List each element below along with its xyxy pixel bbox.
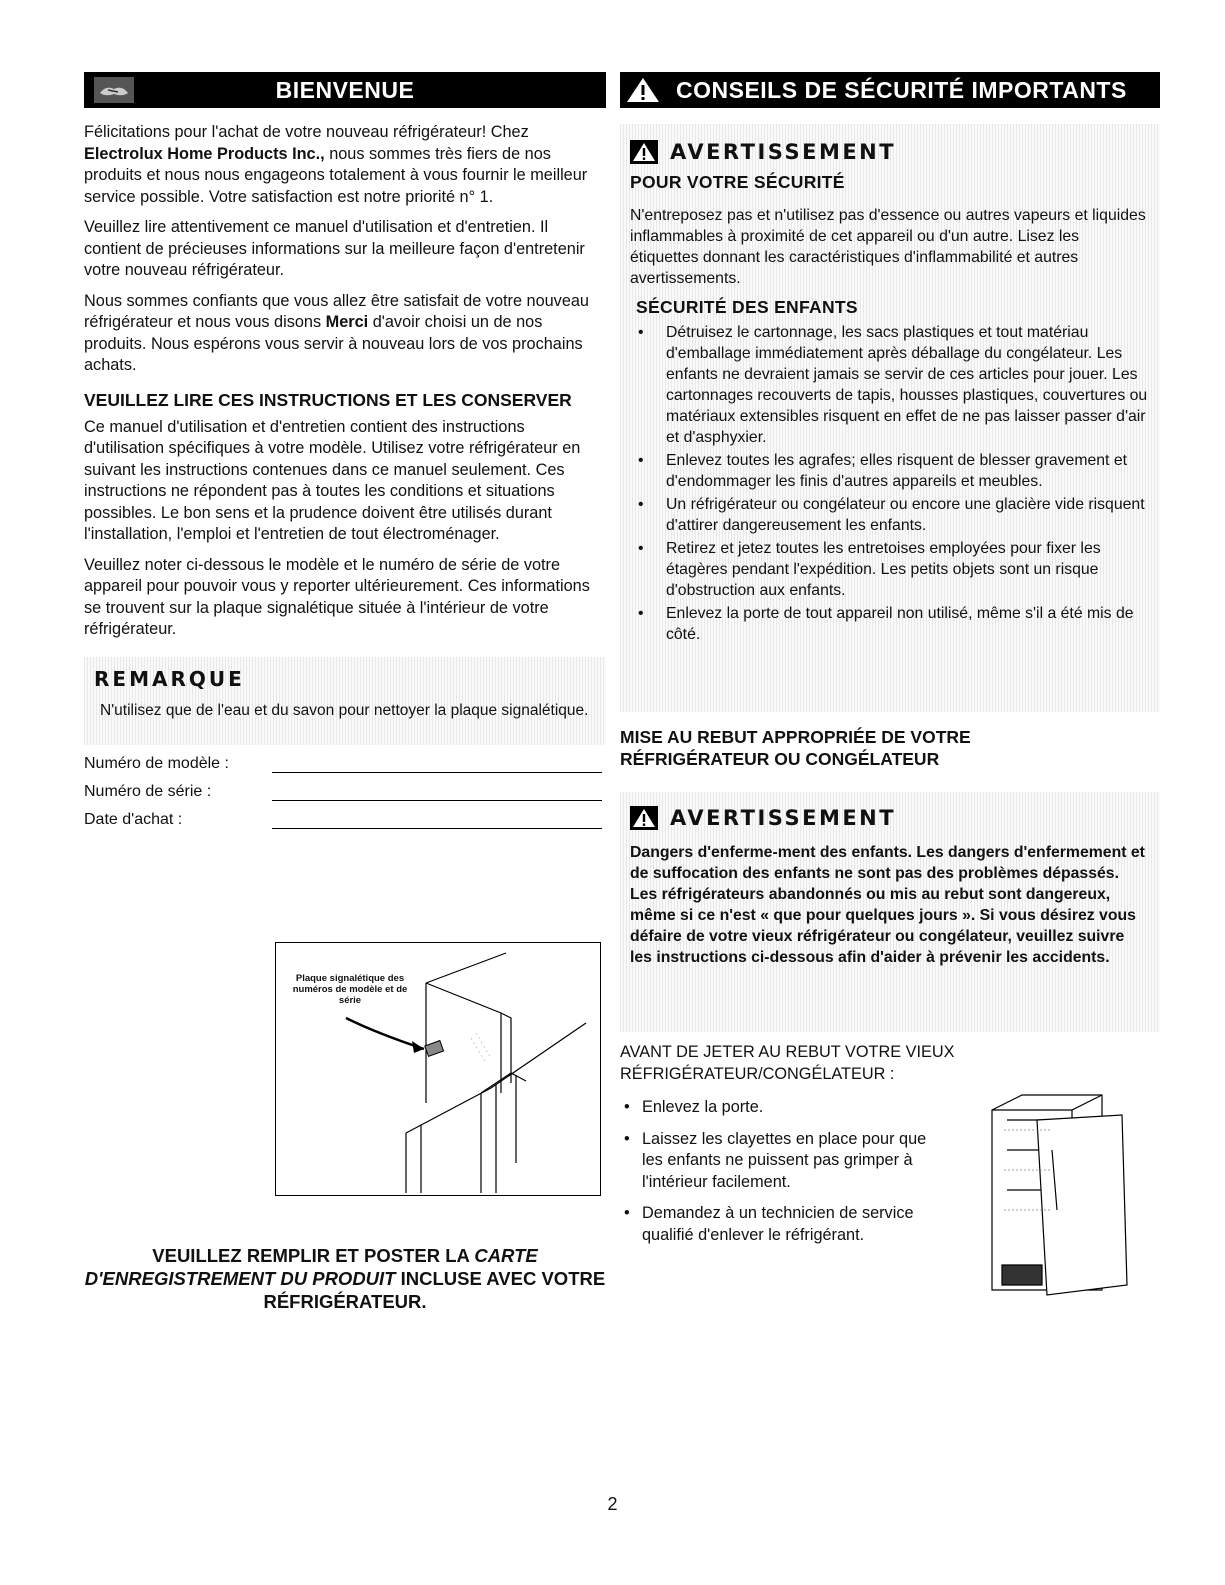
model-number-field: Numéro de modèle : [84, 751, 606, 773]
purchase-date-line [272, 814, 602, 829]
warning-heading-2: AVERTISSEMENT [630, 806, 1148, 830]
welcome-banner [84, 72, 606, 108]
child-safety-list [630, 322, 1148, 645]
instructions-para-2: Veuillez noter ci-dessous le modèle et le numéro de série de votre appareil pour pouvoir vous y reporter ultérieurement. Ces informations se trouvent sur la plaque signalétique située à l'intérieur de votre réfrigérateur. [84, 555, 590, 638]
disposal-heading: MISE AU REBUT APPROPRIÉE DE VOTRE RÉFRIGÉRATEUR OU CONGÉLATEUR [620, 727, 971, 769]
serial-plate-figure [275, 942, 601, 1196]
disposal-steps [620, 1097, 950, 1246]
left-column [84, 72, 606, 1312]
purchase-date-field: Date d'achat : [84, 807, 606, 829]
warning-heading-1: AVERTISSEMENT [630, 140, 1148, 164]
instructions-para-1: Ce manuel d'utilisation et d'entretien contient des instructions d'utilisation spécifiques à votre modèle. Utilisez votre réfrigérateur en suivant les instructions contenues dans ce manuel seulement. Ces instructions ne répondent pas à toutes les conditions et situations possibles. Le bon sens et la prudence doivent être utilisés durant l'installation, l'emploi et l'entretien de tout électroménager. [84, 417, 581, 543]
entrapment-warning: Dangers d'enferme-ment des enfants. Les dangers d'enfermement et de suffocation des enfants ne sont pas des problèmes dépassés. Les réfrigérateurs abandonnés ou mis au rebut sont dangereux, même si ce n'est « que pour quelques jours ». Si vous désirez vous défaire de votre vieux réfrigérateur ou congélateur, veuillez suivre les instructions ci-dessous afin d'aider à prévenir les accidents. [630, 844, 1145, 966]
record-fields [84, 751, 606, 829]
safety-title: CONSEILS DE SÉCURITÉ IMPORTANTS [676, 76, 1127, 103]
list-item: • Enlevez la porte de tout appareil non utilisé, même s'il a été mis de côté. [630, 603, 1148, 645]
welcome-title: BIENVENUE [275, 76, 415, 103]
warning-triangle-icon [626, 76, 660, 104]
list-item: • Détruisez le cartonnage, les sacs plastiques et tout matériau d'emballage immédiatement après déballage du congélateur. Les enfants ne devraient jamais se servir de ces articles pour jouer. Les cartonnages recouverts de tapis, housses plastiques, couvertures ou matériaux extensibles risquent en effet de ne pas laisser passer d'air et d'asphyxier. [630, 322, 1148, 448]
registration-reminder: VEUILLEZ REMPLIR ET POSTER LA CARTE D'ENREGISTREMENT DU PRODUIT INCLUSE AVEC VOTRE RÉFRIGÉRATEUR. [84, 1245, 606, 1312]
list-item: • Enlevez toutes les agrafes; elles risquent de blesser gravement et d'endommager les finis d'autres appareils et meubles. [630, 450, 1148, 492]
serial-number-line [272, 786, 602, 801]
before-disposal-text: AVANT DE JETER AU REBUT VOTRE VIEUX RÉFRIGÉRATEUR/CONGÉLATEUR : [620, 1043, 955, 1083]
welcome-para-2: Veuillez lire attentivement ce manuel d'utilisation et d'entretien. Il contient de précieuses informations sur la meilleure façon d'entretenir votre nouveau réfrigérateur. [84, 218, 585, 279]
list-item: • Demandez à un technicien de service qualifié d'enlever le réfrigérant. [620, 1203, 950, 1246]
welcome-para-3: Nous sommes confiants que vous allez être satisfait de votre nouveau réfrigérateur et nous vous disons Merci d'avoir choisi un de nos produits. Nous espérons vous servir à nouveau lors de vos prochains achats. [84, 291, 589, 374]
flammable-warning: N'entreposez pas et n'utilisez pas d'essence ou autres vapeurs et liquides inflammables à proximité de cet appareil ou d'un autre. Lisez les étiquettes donnant les caractéristiques d'inflammabilité et autres avertissements. [630, 207, 1146, 287]
refrigerator-door-removed-illustration [982, 1090, 1132, 1300]
warning-icon [630, 140, 658, 164]
page-number: 2 [607, 1494, 618, 1514]
warning-box-2 [620, 792, 1160, 1032]
welcome-para-1: Félicitations pour l'achat de votre nouveau réfrigérateur! Chez Electrolux Home Products Inc., nous sommes très fiers de nos produits et nous nous engageons totalement à vous fournir le meilleur service possible. Votre satisfaction est notre priorité n° 1. [84, 123, 588, 206]
list-item: • Enlevez la porte. [620, 1097, 950, 1119]
list-item: • Un réfrigérateur ou congélateur ou encore une glacière vide risquent d'attirer dangereusement les enfants. [630, 494, 1148, 536]
serial-number-field: Numéro de série : [84, 779, 606, 801]
remark-box [84, 657, 606, 745]
warning-box-1 [620, 124, 1160, 712]
remark-title: REMARQUE [94, 666, 245, 691]
right-column [620, 72, 1160, 1256]
instructions-heading: VEUILLEZ LIRE CES INSTRUCTIONS ET LES CONSERVER [84, 389, 572, 410]
safety-banner [620, 72, 1160, 108]
list-item: • Laissez les clayettes en place pour que les enfants ne puissent pas grimper à l'intérieur facilement. [620, 1129, 950, 1194]
warning-icon [630, 806, 658, 830]
handshake-icon [94, 77, 134, 103]
model-number-line [272, 758, 602, 773]
safety-subhead: POUR VOTRE SÉCURITÉ [630, 172, 845, 192]
remark-text: N'utilisez que de l'eau et du savon pour nettoyer la plaque signalétique. [100, 701, 589, 719]
refrigerator-illustration [276, 943, 599, 1194]
figure-label: Plaque signalétique des numéros de modèle et de série [292, 973, 408, 1006]
child-safety-subhead: SÉCURITÉ DES ENFANTS [636, 297, 858, 317]
list-item: • Retirez et jetez toutes les entretoises employées pour fixer les étagères pendant l'expédition. Les petits objets sont un risque d'obstruction aux enfants. [630, 538, 1148, 601]
